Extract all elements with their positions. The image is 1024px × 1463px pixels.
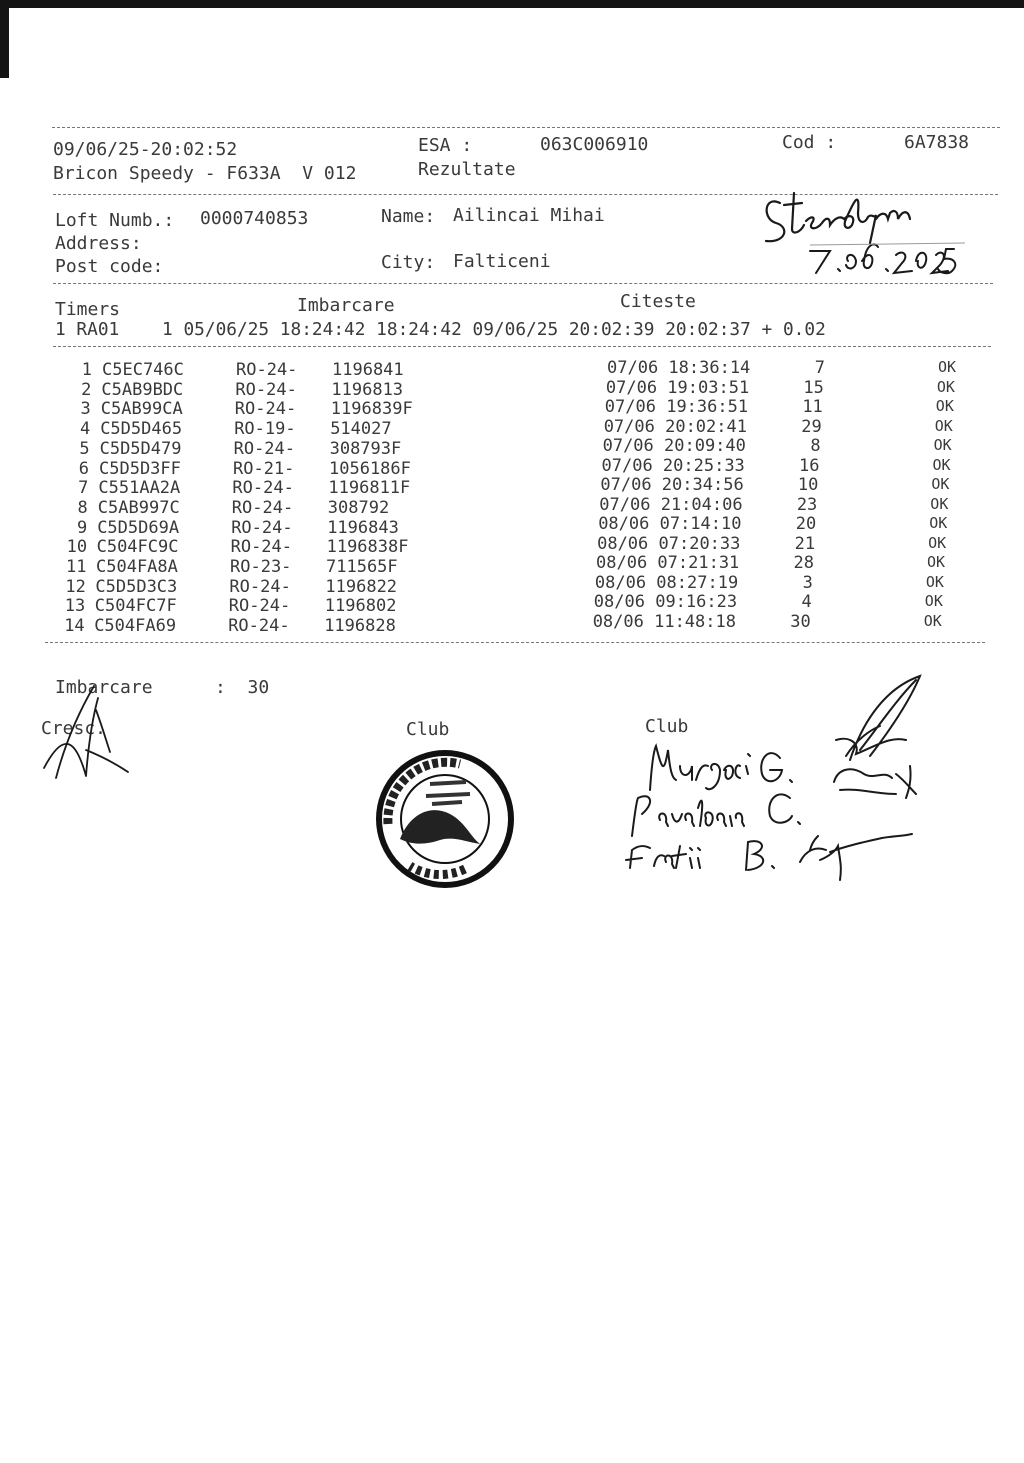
chip-id: C551AA2A (98, 478, 181, 499)
chip-id: C5AB997C (97, 497, 180, 518)
row-number: 7 (78, 478, 89, 499)
arrival-time: 07/06 19:03:51 (605, 377, 750, 398)
arrival-time: 07/06 18:36:14 (607, 358, 751, 378)
row-number: 12 (65, 576, 86, 597)
status-ok: OK (934, 416, 953, 435)
arrival-time: 07/06 19:36:51 (604, 397, 749, 417)
ring-number: 1196813 (331, 379, 404, 400)
postcode-label: Post code: (55, 256, 164, 277)
arrival-time: 08/06 11:48:18 (592, 611, 736, 632)
address-label: Address: (55, 233, 142, 254)
table-row (0, 592, 1024, 617)
arrival-time: 07/06 20:25:33 (601, 455, 745, 476)
footer-imbarcare-value: : 30 (215, 677, 270, 698)
status-ok: OK (936, 377, 955, 396)
row-number: 11 (66, 557, 87, 577)
table-row (0, 572, 1024, 597)
table-row (0, 436, 1024, 459)
ring-country: RO-24- (229, 576, 291, 597)
table-row (0, 514, 1024, 538)
ring-number: 308793F (329, 438, 402, 459)
handwritten-name-date (750, 185, 970, 280)
table-row (0, 553, 1024, 577)
row-number: 3 (80, 399, 91, 420)
arrival-time: 07/06 20:09:40 (602, 436, 746, 456)
arrival-time: 08/06 09:16:23 (593, 592, 738, 612)
city-value: Falticeni (453, 251, 551, 272)
ring-number: 1196822 (325, 576, 398, 597)
table-row (0, 475, 1024, 499)
arrival-time: 07/06 21:04:06 (599, 494, 743, 515)
pigeon-code: 15 (803, 377, 824, 398)
ring-number: 308792 (327, 497, 390, 518)
ring-number: 1196839F (330, 399, 413, 420)
chip-id: C5AB99CA (100, 399, 183, 420)
pigeon-code: 10 (797, 475, 819, 495)
row-number: 13 (64, 596, 86, 617)
report-title: Rezultate (418, 159, 516, 180)
table-row (0, 533, 1024, 558)
breeder-signature (36, 680, 136, 790)
ring-country: RO-24- (231, 497, 294, 518)
status-ok: OK (932, 455, 951, 474)
pigeon-code: 16 (799, 455, 820, 476)
esa-value: 063C006910 (540, 134, 649, 155)
ring-number: 1056186F (329, 458, 411, 479)
chip-id: C504FC9C (96, 537, 179, 558)
table-row (0, 611, 1024, 637)
row-number: 4 (79, 419, 91, 440)
row-number: 10 (66, 537, 88, 558)
loft-number-value: 0000740853 (200, 208, 309, 229)
chip-id: C5D5D3C3 (95, 576, 178, 597)
chip-id: C504FA69 (94, 616, 177, 637)
ring-country: RO-23- (230, 557, 292, 577)
separator-line (45, 642, 985, 643)
loft-number-label: Loft Numb.: (55, 210, 175, 231)
ring-number: 1196838F (326, 537, 409, 558)
city-label: City: (381, 252, 436, 273)
pigeon-code: 7 (814, 358, 825, 378)
cod-label: Cod : (782, 132, 837, 153)
status-ok: OK (931, 475, 950, 493)
ring-number: 1196843 (327, 517, 399, 538)
table-row (0, 416, 1024, 440)
row-number: 14 (64, 616, 85, 637)
footer-imbarcare-label: Imbarcare (55, 677, 153, 698)
chip-id: C5D5D3FF (99, 458, 181, 479)
row-number: 5 (79, 438, 90, 459)
pigeon-code: 23 (796, 494, 818, 515)
cresc-label: Cresc. (41, 718, 107, 739)
status-ok: OK (933, 436, 952, 454)
status-ok: OK (929, 514, 948, 532)
esa-label: ESA : (418, 135, 473, 156)
timer-line: 1 RA01 1 05/06/25 18:24:42 18:24:42 09/06/25 20:02:39 20:02:37 + 0.02 (55, 319, 826, 340)
status-ok: OK (928, 533, 947, 552)
citeste-header: Citeste (620, 291, 696, 312)
status-ok: OK (930, 494, 949, 513)
row-number: 8 (77, 497, 88, 518)
ring-number: 1196802 (324, 596, 397, 617)
row-number: 1 (81, 360, 92, 380)
ring-country: RO-24- (232, 478, 294, 499)
scan-border-left (0, 0, 9, 78)
table-row (0, 494, 1024, 518)
pigeon-code: 4 (801, 592, 812, 612)
ring-number: 514027 (330, 419, 392, 440)
arrival-time: 07/06 20:02:41 (603, 416, 747, 437)
arrival-time: 07/06 20:34:56 (600, 475, 744, 495)
separator-line (52, 127, 1000, 128)
ring-number: 711565F (326, 557, 398, 577)
chip-id: C5D5D69A (97, 517, 180, 538)
ring-country: RO-24- (231, 517, 293, 538)
club-label-left: Club (406, 719, 450, 740)
chip-id: C5AB9BDC (101, 379, 184, 400)
pigeon-code: 3 (802, 572, 813, 593)
chip-id: C5D5D465 (100, 419, 183, 440)
ring-number: 1196841 (332, 360, 404, 380)
status-ok: OK (924, 592, 943, 610)
device-name: Bricon Speedy - F633A V 012 (53, 163, 357, 184)
chip-id: C504FA8A (96, 557, 178, 577)
table-row (0, 455, 1024, 479)
pigeon-code: 30 (790, 611, 811, 632)
pigeon-code: 21 (794, 533, 816, 554)
status-ok: OK (925, 572, 944, 591)
pigeon-code: 20 (795, 514, 817, 534)
chip-id: C5D5D479 (99, 438, 182, 459)
arrival-time: 08/06 07:20:33 (597, 533, 741, 554)
name-label: Name: (381, 206, 436, 227)
table-row (0, 360, 1024, 380)
separator-line (53, 346, 991, 347)
print-datetime: 09/06/25-20:02:52 (53, 139, 238, 160)
pigeon-code: 28 (793, 553, 814, 573)
chip-id: C5EC746C (102, 360, 184, 380)
separator-line (53, 283, 993, 284)
arrival-time: 08/06 08:27:19 (594, 572, 739, 593)
ring-country: RO-24- (234, 399, 297, 420)
imbarcare-header: Imbarcare (297, 295, 395, 316)
arrival-time: 08/06 07:14:10 (598, 514, 742, 534)
cod-value: 6A7838 (904, 132, 970, 153)
ring-country: RO-24- (228, 616, 290, 637)
club-stamp (370, 744, 520, 894)
arrival-time: 08/06 07:21:31 (596, 553, 740, 573)
status-ok: OK (923, 611, 942, 630)
chip-id: C504FC7F (94, 596, 177, 617)
table-row (0, 399, 1024, 419)
table-row (0, 377, 1024, 400)
ring-country: RO-24- (233, 438, 296, 459)
status-ok: OK (935, 397, 954, 415)
club-label-right: Club (645, 716, 689, 737)
status-ok: OK (927, 553, 946, 571)
ring-country: RO-24- (235, 379, 297, 400)
handwritten-signers (620, 670, 940, 890)
ring-country: RO-19- (234, 419, 296, 440)
timers-label: Timers (55, 299, 121, 320)
status-ok: OK (938, 358, 957, 376)
ring-number: 1196811F (328, 478, 411, 499)
ring-country: RO-21- (233, 458, 295, 479)
name-value: Ailincai Mihai (453, 205, 605, 226)
ring-number: 1196828 (324, 616, 396, 637)
pigeon-code: 11 (802, 397, 823, 417)
row-number: 2 (81, 379, 92, 400)
pigeon-code: 29 (801, 416, 822, 437)
row-number: 9 (76, 517, 88, 538)
row-number: 6 (78, 458, 89, 479)
scan-border-top (0, 0, 1024, 8)
ring-country: RO-24- (228, 596, 291, 617)
pigeon-code: 8 (810, 436, 821, 456)
ring-country: RO-24- (236, 360, 298, 380)
ring-country: RO-24- (230, 537, 293, 558)
